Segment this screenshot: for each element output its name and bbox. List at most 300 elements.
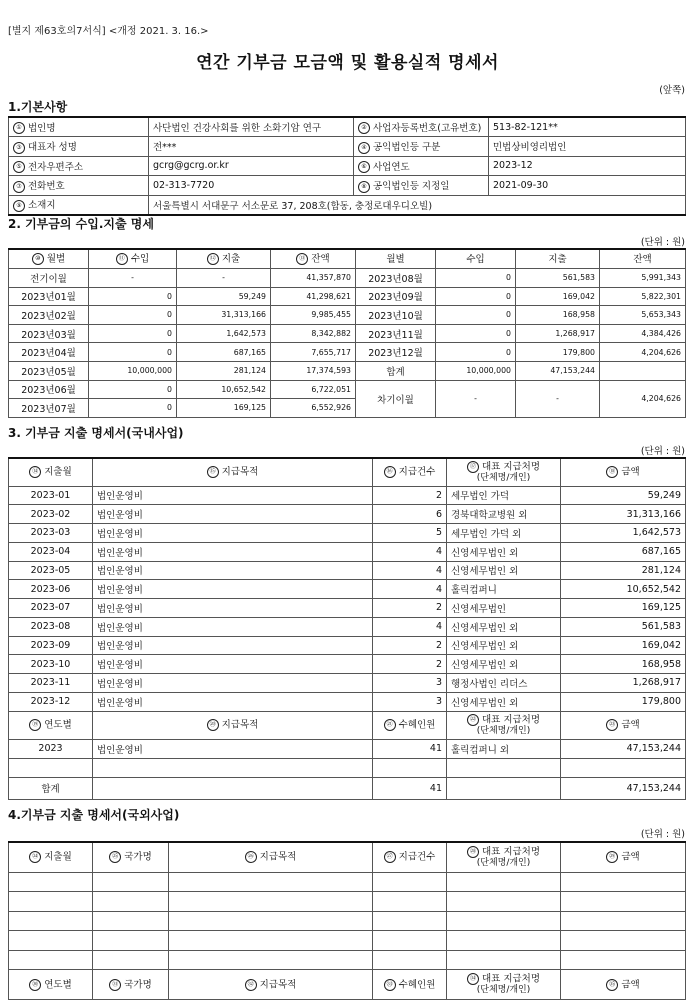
column-header bbox=[9, 711, 93, 739]
balance-cell: 5,991,343 bbox=[600, 269, 686, 288]
section2-unit: (단위 : 원) bbox=[640, 237, 685, 248]
table-row bbox=[9, 599, 686, 618]
info-label bbox=[354, 117, 489, 137]
month-cell: 2023년05월 bbox=[9, 361, 89, 380]
info-label bbox=[9, 117, 149, 137]
column-header bbox=[373, 970, 447, 1000]
month-cell: 2023년03월 bbox=[9, 324, 89, 343]
table-row bbox=[9, 269, 686, 288]
table-row bbox=[9, 842, 686, 872]
column-header bbox=[169, 970, 373, 1000]
table-row bbox=[9, 287, 686, 306]
empty-cell bbox=[561, 892, 686, 912]
label-text: 지급건수 bbox=[398, 851, 436, 863]
label-text: 지출 bbox=[221, 253, 241, 265]
table-row bbox=[9, 617, 686, 636]
recipient-cell: 신영세무법인 외 bbox=[447, 617, 561, 636]
purpose-cell: 법인운영비 bbox=[93, 561, 373, 580]
empty-cell bbox=[373, 892, 447, 912]
label-text: 대표 지급처명 bbox=[481, 973, 541, 985]
expense-cell: - bbox=[516, 380, 600, 417]
label-text: 연도별 bbox=[44, 719, 72, 731]
empty-cell bbox=[9, 758, 93, 777]
column-header bbox=[9, 970, 93, 1000]
month-cell: 2023-05 bbox=[9, 561, 93, 580]
purpose-cell: 법인운영비 bbox=[93, 505, 373, 524]
empty-cell bbox=[9, 872, 93, 892]
purpose-cell: 법인운영비 bbox=[93, 617, 373, 636]
amount-cell: 1,268,917 bbox=[561, 674, 686, 693]
recipient-cell: 신영세무법인 bbox=[447, 599, 561, 618]
table-row bbox=[9, 892, 686, 912]
info-value: gcrg@gcrg.or.kr bbox=[149, 156, 354, 176]
income-cell: 10,000,000 bbox=[436, 361, 516, 380]
count-cell: 2 bbox=[373, 655, 447, 674]
item-number-marker: ⑪ bbox=[116, 253, 128, 265]
amount-cell: 10,652,542 bbox=[561, 580, 686, 599]
item-number-marker: ㉛ bbox=[109, 979, 121, 991]
empty-cell bbox=[93, 950, 169, 970]
item-number-marker: ㉖ bbox=[245, 851, 257, 863]
recipient-cell: 신영세무법인 외 bbox=[447, 636, 561, 655]
table-row bbox=[9, 524, 686, 543]
column-header bbox=[93, 711, 373, 739]
balance-cell: 4,204,626 bbox=[600, 380, 686, 417]
label-text: 지출월 bbox=[44, 851, 72, 863]
domestic-expense-table bbox=[8, 457, 686, 800]
column-header: 지출 bbox=[516, 249, 600, 269]
purpose-cell: 법인운영비 bbox=[93, 486, 373, 505]
label-text: 잔액 bbox=[311, 253, 330, 265]
expense-cell: 169,042 bbox=[516, 287, 600, 306]
empty-cell bbox=[93, 931, 169, 951]
item-number-marker: ⑯ bbox=[384, 466, 396, 478]
expense-cell: 281,124 bbox=[177, 361, 271, 380]
empty-cell bbox=[93, 911, 169, 931]
item-number-marker: ㉒ bbox=[467, 714, 479, 726]
recipient-cell: 신영세무법인 외 bbox=[447, 655, 561, 674]
purpose-cell: 법인운영비 bbox=[93, 674, 373, 693]
expense-cell: 1,642,573 bbox=[177, 324, 271, 343]
recipient-cell: 세무법인 가덕 외 bbox=[447, 524, 561, 543]
label-text: 금액 bbox=[621, 466, 640, 478]
column-header bbox=[9, 458, 93, 486]
item-number-marker: ㉑ bbox=[384, 719, 396, 731]
balance-cell: 4,384,426 bbox=[600, 324, 686, 343]
amount-cell: 169,042 bbox=[561, 636, 686, 655]
item-number-marker: ⑬ bbox=[296, 253, 308, 265]
form-code: [별지 제63호의7서식] <개정 2021. 3. 16.> bbox=[8, 26, 209, 37]
table-row bbox=[9, 249, 686, 269]
balance-cell: 5,653,343 bbox=[600, 306, 686, 325]
income-cell: 0 bbox=[436, 324, 516, 343]
income-cell: 0 bbox=[436, 306, 516, 325]
amount-cell: 59,249 bbox=[561, 486, 686, 505]
expense-cell: - bbox=[177, 269, 271, 288]
month-cell: 2023년08월 bbox=[356, 269, 436, 288]
item-number-marker: ㉟ bbox=[606, 979, 618, 991]
empty-cell bbox=[169, 911, 373, 931]
section2-title: 2. 기부금의 수입.지출 명세 bbox=[8, 217, 154, 231]
section4-title: 4.기부금 지출 명세서(국외사업) bbox=[8, 808, 180, 822]
count-cell: 6 bbox=[373, 505, 447, 524]
empty-cell bbox=[169, 950, 373, 970]
table-row bbox=[9, 580, 686, 599]
income-cell: 0 bbox=[89, 343, 177, 362]
item-number-marker: ③ bbox=[13, 142, 25, 154]
column-header bbox=[89, 249, 177, 269]
label-text: 지급목적 bbox=[259, 979, 297, 990]
item-number-marker: ④ bbox=[358, 142, 370, 154]
label-text: 사업연도 bbox=[373, 161, 410, 173]
count-cell: 3 bbox=[373, 692, 447, 711]
item-number-marker: ⑧ bbox=[358, 181, 370, 193]
column-header bbox=[373, 711, 447, 739]
expense-cell: 687,165 bbox=[177, 343, 271, 362]
month-cell: 2023-06 bbox=[9, 580, 93, 599]
label-text: 사업자등록번호(고유번호) bbox=[373, 122, 482, 134]
empty-cell bbox=[447, 911, 561, 931]
item-number-marker: ⑥ bbox=[358, 161, 370, 173]
item-number-marker: ㉞ bbox=[467, 973, 479, 985]
section3-title: 3. 기부금 지출 명세서(국내사업) bbox=[8, 426, 184, 440]
year-cell: 2023 bbox=[9, 739, 93, 758]
month-cell: 합계 bbox=[356, 361, 436, 380]
label-text: 법인명 bbox=[28, 122, 56, 134]
column-header bbox=[447, 970, 561, 1000]
item-number-marker: ⑱ bbox=[606, 466, 618, 478]
empty-cell bbox=[447, 892, 561, 912]
amount-cell: 687,165 bbox=[561, 542, 686, 561]
info-label bbox=[9, 176, 149, 196]
month-cell: 2023년12월 bbox=[356, 343, 436, 362]
info-label bbox=[9, 137, 149, 157]
address-value: 서울특별시 서대문구 서소문로 37, 208호(합동, 충정로대우디오빌) bbox=[149, 195, 686, 215]
label-text: 지급건수 bbox=[398, 466, 436, 478]
recipient-cell: 신영세무법인 외 bbox=[447, 692, 561, 711]
count-cell: 5 bbox=[373, 524, 447, 543]
count-cell: 4 bbox=[373, 561, 447, 580]
month-cell: 2023-12 bbox=[9, 692, 93, 711]
column-header bbox=[447, 458, 561, 486]
info-label bbox=[354, 176, 489, 196]
income-cell: 0 bbox=[436, 287, 516, 306]
table-row bbox=[9, 137, 686, 157]
page-side-label: (앞쪽) bbox=[659, 85, 685, 96]
recipient-cell: 경북대학교병원 외 bbox=[447, 505, 561, 524]
balance-cell bbox=[600, 361, 686, 380]
item-number-marker: ⑤ bbox=[13, 161, 25, 173]
purpose-cell: 법인운영비 bbox=[93, 599, 373, 618]
column-header bbox=[177, 249, 271, 269]
recipient-cell: 신영세무법인 외 bbox=[447, 542, 561, 561]
amount-cell: 169,125 bbox=[561, 599, 686, 618]
count-cell: 2 bbox=[373, 486, 447, 505]
section1-title: 1.기본사항 bbox=[8, 100, 68, 114]
column-header bbox=[93, 458, 373, 486]
info-value: 513-82-121** bbox=[489, 117, 686, 137]
empty-cell bbox=[447, 758, 561, 777]
empty-cell bbox=[373, 911, 447, 931]
column-header bbox=[9, 842, 93, 872]
table-row bbox=[9, 542, 686, 561]
document-title: 연간 기부금 모금액 및 활용실적 명세서 bbox=[196, 53, 499, 73]
count-cell: 4 bbox=[373, 542, 447, 561]
income-cell: - bbox=[89, 269, 177, 288]
expense-cell: 168,958 bbox=[516, 306, 600, 325]
table-row bbox=[9, 636, 686, 655]
empty-cell bbox=[561, 931, 686, 951]
column-header bbox=[373, 458, 447, 486]
month-cell: 2023년01월 bbox=[9, 287, 89, 306]
count-cell: 41 bbox=[373, 739, 447, 758]
section4-unit: (단위 : 원) bbox=[640, 829, 685, 840]
item-number-marker: ㉝ bbox=[384, 979, 396, 991]
total-amount: 47,153,244 bbox=[561, 777, 686, 799]
month-cell: 2023년04월 bbox=[9, 343, 89, 362]
label-text: 대표 지급처명 bbox=[481, 846, 541, 858]
table-row bbox=[9, 361, 686, 380]
purpose-cell: 법인운영비 bbox=[93, 636, 373, 655]
label-subtext: (단체명/개인) bbox=[476, 985, 531, 995]
empty-cell bbox=[373, 758, 447, 777]
item-number-marker: ⑰ bbox=[467, 461, 479, 473]
column-header: 월별 bbox=[356, 249, 436, 269]
purpose-cell: 법인운영비 bbox=[93, 692, 373, 711]
label-text: 수혜인원 bbox=[398, 719, 436, 731]
table-row bbox=[9, 911, 686, 931]
label-text: 전자우편주소 bbox=[28, 161, 84, 173]
table-row bbox=[9, 739, 686, 758]
item-number-marker: ② bbox=[358, 122, 370, 134]
info-value: 2023-12 bbox=[489, 156, 686, 176]
empty-cell bbox=[561, 950, 686, 970]
basic-info-table bbox=[8, 116, 686, 216]
info-label bbox=[9, 156, 149, 176]
carry-over-label: 차기이월 bbox=[356, 380, 436, 417]
label-subtext: (단체명/개인) bbox=[476, 725, 531, 736]
item-number-marker: ⑦ bbox=[13, 181, 25, 193]
month-cell: 2023-10 bbox=[9, 655, 93, 674]
amount-cell: 281,124 bbox=[561, 561, 686, 580]
table-row bbox=[9, 458, 686, 486]
balance-cell: 17,374,593 bbox=[271, 361, 356, 380]
table-row bbox=[9, 176, 686, 196]
empty-cell bbox=[9, 911, 93, 931]
month-cell: 2023-07 bbox=[9, 599, 93, 618]
label-text: 금액 bbox=[621, 719, 640, 731]
empty-cell bbox=[561, 758, 686, 777]
empty-cell bbox=[447, 872, 561, 892]
count-cell: 2 bbox=[373, 599, 447, 618]
balance-cell: 4,204,626 bbox=[600, 343, 686, 362]
expense-cell: 31,313,166 bbox=[177, 306, 271, 325]
month-cell: 2023년07월 bbox=[9, 399, 89, 418]
income-cell: 10,000,000 bbox=[89, 361, 177, 380]
overseas-expense-table bbox=[8, 841, 686, 1000]
label-text: 대표자 성명 bbox=[28, 142, 77, 153]
column-header bbox=[561, 458, 686, 486]
item-number-marker: ⑨ bbox=[13, 200, 25, 212]
table-row bbox=[9, 343, 686, 362]
item-number-marker: ⑮ bbox=[207, 466, 219, 478]
purpose-cell: 법인운영비 bbox=[93, 524, 373, 543]
column-header bbox=[447, 711, 561, 739]
info-value: 사단법인 건강사회를 위한 소화기암 연구 bbox=[149, 117, 354, 137]
empty-cell bbox=[9, 892, 93, 912]
item-number-marker: ⑳ bbox=[207, 719, 219, 731]
month-cell: 2023-04 bbox=[9, 542, 93, 561]
item-number-marker: ㉓ bbox=[606, 719, 618, 731]
empty-cell bbox=[373, 950, 447, 970]
month-cell: 2023-02 bbox=[9, 505, 93, 524]
column-header bbox=[93, 970, 169, 1000]
column-header bbox=[447, 842, 561, 872]
month-cell: 2023-09 bbox=[9, 636, 93, 655]
count-cell: 4 bbox=[373, 617, 447, 636]
label-text: 금액 bbox=[621, 979, 640, 990]
empty-cell bbox=[9, 931, 93, 951]
table-row bbox=[9, 380, 686, 399]
month-cell: 2023-03 bbox=[9, 524, 93, 543]
empty-cell bbox=[561, 911, 686, 931]
recipient-cell: 홀릭컴퍼니 외 bbox=[447, 739, 561, 758]
label-text: 국가명 bbox=[124, 979, 152, 990]
table-row bbox=[9, 655, 686, 674]
expense-cell: 47,153,244 bbox=[516, 361, 600, 380]
column-header bbox=[93, 842, 169, 872]
recipient-cell: 행정사법인 리더스 bbox=[447, 674, 561, 693]
info-value: 전*** bbox=[149, 137, 354, 157]
column-header: 수입 bbox=[436, 249, 516, 269]
month-cell: 2023-08 bbox=[9, 617, 93, 636]
income-cell: 0 bbox=[89, 399, 177, 418]
label-text: 수입 bbox=[130, 253, 150, 265]
income-expense-table bbox=[8, 248, 686, 418]
expense-cell: 169,125 bbox=[177, 399, 271, 418]
purpose-cell: 법인운영비 bbox=[93, 580, 373, 599]
expense-cell: 59,249 bbox=[177, 287, 271, 306]
month-cell: 2023-11 bbox=[9, 674, 93, 693]
column-header bbox=[373, 842, 447, 872]
empty-cell bbox=[93, 777, 373, 799]
count-cell: 4 bbox=[373, 580, 447, 599]
table-row bbox=[9, 777, 686, 799]
empty-cell bbox=[447, 777, 561, 799]
table-row bbox=[9, 156, 686, 176]
item-number-marker: ⑩ bbox=[32, 253, 44, 265]
column-header bbox=[561, 711, 686, 739]
empty-cell bbox=[561, 872, 686, 892]
table-row bbox=[9, 561, 686, 580]
table-row bbox=[9, 324, 686, 343]
empty-cell bbox=[93, 892, 169, 912]
table-row bbox=[9, 306, 686, 325]
balance-cell: 41,298,621 bbox=[271, 287, 356, 306]
label-text: 수혜인원 bbox=[398, 979, 436, 990]
label-text: 전화번호 bbox=[28, 181, 65, 192]
label-text: 대표 지급처명 bbox=[481, 714, 541, 725]
total-count: 41 bbox=[373, 777, 447, 799]
month-cell: 전기이월 bbox=[9, 269, 89, 288]
info-value: 02-313-7720 bbox=[149, 176, 354, 196]
balance-cell: 6,722,051 bbox=[271, 380, 356, 399]
item-number-marker: ㉜ bbox=[245, 979, 257, 991]
label-text: 공익법인등 지정일 bbox=[373, 181, 450, 192]
label-text: 지급목적 bbox=[221, 466, 259, 478]
column-header: 잔액 bbox=[600, 249, 686, 269]
balance-cell: 7,655,717 bbox=[271, 343, 356, 362]
balance-cell: 41,357,870 bbox=[271, 269, 356, 288]
total-label: 합계 bbox=[9, 777, 93, 799]
item-number-marker: ㉙ bbox=[606, 851, 618, 863]
item-number-marker: ⑲ bbox=[29, 719, 41, 731]
table-row bbox=[9, 872, 686, 892]
expense-cell: 561,583 bbox=[516, 269, 600, 288]
table-row bbox=[9, 931, 686, 951]
balance-cell: 5,822,301 bbox=[600, 287, 686, 306]
table-row bbox=[9, 970, 686, 1000]
label-text: 지출월 bbox=[44, 466, 72, 478]
month-cell: 2023년10월 bbox=[356, 306, 436, 325]
income-cell: 0 bbox=[89, 287, 177, 306]
empty-cell bbox=[9, 950, 93, 970]
info-value: 2021-09-30 bbox=[489, 176, 686, 196]
expense-cell: 179,800 bbox=[516, 343, 600, 362]
empty-cell bbox=[447, 950, 561, 970]
label-text: 공익법인등 구분 bbox=[373, 142, 441, 153]
label-text: 지급목적 bbox=[259, 851, 297, 863]
recipient-cell: 홀릭컴퍼니 bbox=[447, 580, 561, 599]
label-text: 대표 지급처명 bbox=[481, 461, 541, 473]
purpose-cell: 법인운영비 bbox=[93, 542, 373, 561]
label-subtext: (단체명/개인) bbox=[476, 472, 531, 483]
month-cell: 2023년06월 bbox=[9, 380, 89, 399]
empty-cell bbox=[169, 892, 373, 912]
column-header bbox=[9, 249, 89, 269]
item-number-marker: ㉚ bbox=[29, 979, 41, 991]
income-cell: - bbox=[436, 380, 516, 417]
income-cell: 0 bbox=[89, 306, 177, 325]
table-row bbox=[9, 674, 686, 693]
amount-cell: 1,642,573 bbox=[561, 524, 686, 543]
section3-unit: (단위 : 원) bbox=[640, 446, 685, 457]
empty-cell bbox=[447, 931, 561, 951]
label-text: 지급목적 bbox=[221, 719, 259, 731]
label-text: 국가명 bbox=[124, 851, 152, 863]
column-header bbox=[169, 842, 373, 872]
empty-cell bbox=[93, 758, 373, 777]
table-row bbox=[9, 486, 686, 505]
label-subtext: (단체명/개인) bbox=[476, 857, 531, 868]
count-cell: 2 bbox=[373, 636, 447, 655]
purpose-cell: 법인운영비 bbox=[93, 739, 373, 758]
info-label bbox=[354, 137, 489, 157]
amount-cell: 561,583 bbox=[561, 617, 686, 636]
table-row bbox=[9, 758, 686, 777]
count-cell: 3 bbox=[373, 674, 447, 693]
amount-cell: 31,313,166 bbox=[561, 505, 686, 524]
item-number-marker: ⑫ bbox=[207, 253, 219, 265]
recipient-cell: 세무법인 가덕 bbox=[447, 486, 561, 505]
empty-cell bbox=[169, 872, 373, 892]
balance-cell: 9,985,455 bbox=[271, 306, 356, 325]
empty-cell bbox=[373, 931, 447, 951]
item-number-marker: ㉗ bbox=[384, 851, 396, 863]
month-cell: 2023-01 bbox=[9, 486, 93, 505]
column-header bbox=[561, 970, 686, 1000]
recipient-cell: 신영세무법인 외 bbox=[447, 561, 561, 580]
